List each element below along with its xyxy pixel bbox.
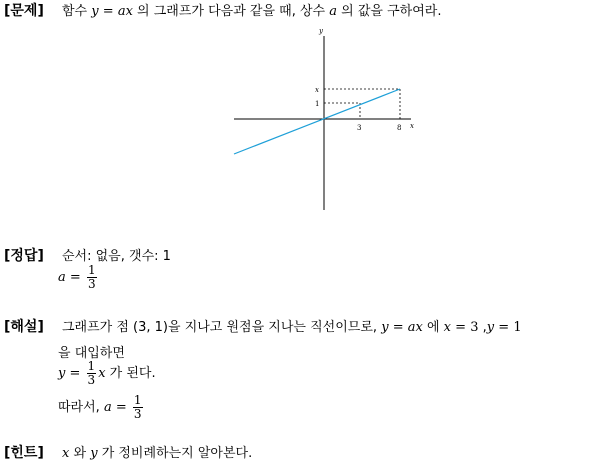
solution-x-eq: = bbox=[455, 320, 467, 335]
solution-l3-denominator: 3 bbox=[87, 373, 96, 387]
solution-sep: , bbox=[482, 320, 487, 335]
graph-line bbox=[234, 89, 400, 154]
tick-x-8: 8 bbox=[397, 124, 402, 132]
solution-line-1 bbox=[4, 316, 522, 336]
solution-l3-fraction bbox=[87, 360, 97, 387]
answer-var: a bbox=[58, 270, 66, 285]
hint-line bbox=[4, 442, 252, 462]
solution-y-value: 1 bbox=[513, 320, 522, 335]
solution-l3-x: x bbox=[98, 366, 106, 381]
problem-eq-sign: = bbox=[102, 4, 114, 19]
solution-eq-rhs: ax bbox=[407, 320, 423, 335]
solution-y: y bbox=[486, 320, 495, 335]
solution-text-1: 그래프가 점 (3, 1)을 지나고 원점을 지나는 직선이므로, bbox=[62, 320, 378, 335]
answer-summary: 순서: 없음, 갯수: 1 bbox=[62, 249, 171, 264]
solution-l4-var: a bbox=[103, 400, 112, 415]
solution-x: x bbox=[443, 320, 452, 335]
solution-tag: [해설] bbox=[4, 319, 44, 335]
tick-y-x: x bbox=[315, 86, 319, 94]
solution-l3-numerator: 1 bbox=[87, 359, 96, 373]
hint-x: x bbox=[62, 446, 70, 461]
solution-l4-fraction bbox=[133, 394, 143, 421]
problem-text-before: 함수 bbox=[62, 4, 88, 19]
solution-text-2: 을 대입하면 bbox=[58, 346, 125, 361]
answer-fraction bbox=[87, 264, 97, 291]
solution-mid: 에 bbox=[426, 320, 440, 335]
answer-tag: [정답] bbox=[4, 248, 44, 264]
solution-l4-denominator: 3 bbox=[133, 407, 142, 421]
answer-numerator: 1 bbox=[87, 263, 96, 277]
hint-text: 가 정비례하는지 알아본다. bbox=[101, 446, 253, 461]
answer-denominator: 3 bbox=[87, 277, 96, 291]
solution-y-eq: = bbox=[498, 320, 510, 335]
answer-line-1 bbox=[4, 245, 171, 265]
solution-l4-eq: = bbox=[115, 400, 127, 415]
solution-l3-y: y bbox=[58, 366, 66, 381]
problem-tag: [문제] bbox=[4, 3, 44, 19]
answer-eq-sign: = bbox=[69, 270, 81, 285]
solution-l4-numerator: 1 bbox=[133, 393, 142, 407]
tick-y-1: 1 bbox=[315, 100, 320, 108]
problem-text-after: 의 그래프가 다음과 같을 때, 상수 bbox=[137, 4, 326, 19]
x-axis-label: x bbox=[410, 122, 414, 130]
solution-line-4 bbox=[58, 394, 145, 421]
answer-line-2 bbox=[58, 264, 99, 291]
solution-l3-eq: = bbox=[69, 366, 81, 381]
problem-text-end: 의 값을 구하여라. bbox=[341, 4, 442, 19]
hint-y: y bbox=[90, 446, 98, 461]
solution-eq-sign: = bbox=[392, 320, 404, 335]
solution-eq-lhs: y bbox=[381, 320, 389, 335]
problem-const: a bbox=[329, 4, 338, 19]
hint-wa: 와 bbox=[73, 446, 87, 461]
tick-x-3: 3 bbox=[357, 124, 362, 132]
y-axis-label: y bbox=[319, 27, 323, 35]
hint-tag: [힌트] bbox=[4, 445, 44, 461]
solution-text-3: 가 된다. bbox=[109, 366, 156, 381]
solution-x-value: 3 bbox=[470, 320, 479, 335]
problem-eq-rhs: ax bbox=[117, 4, 133, 19]
problem-eq-lhs: y bbox=[91, 4, 99, 19]
solution-text-4: 따라서, bbox=[58, 400, 100, 415]
solution-line-3 bbox=[58, 360, 156, 387]
